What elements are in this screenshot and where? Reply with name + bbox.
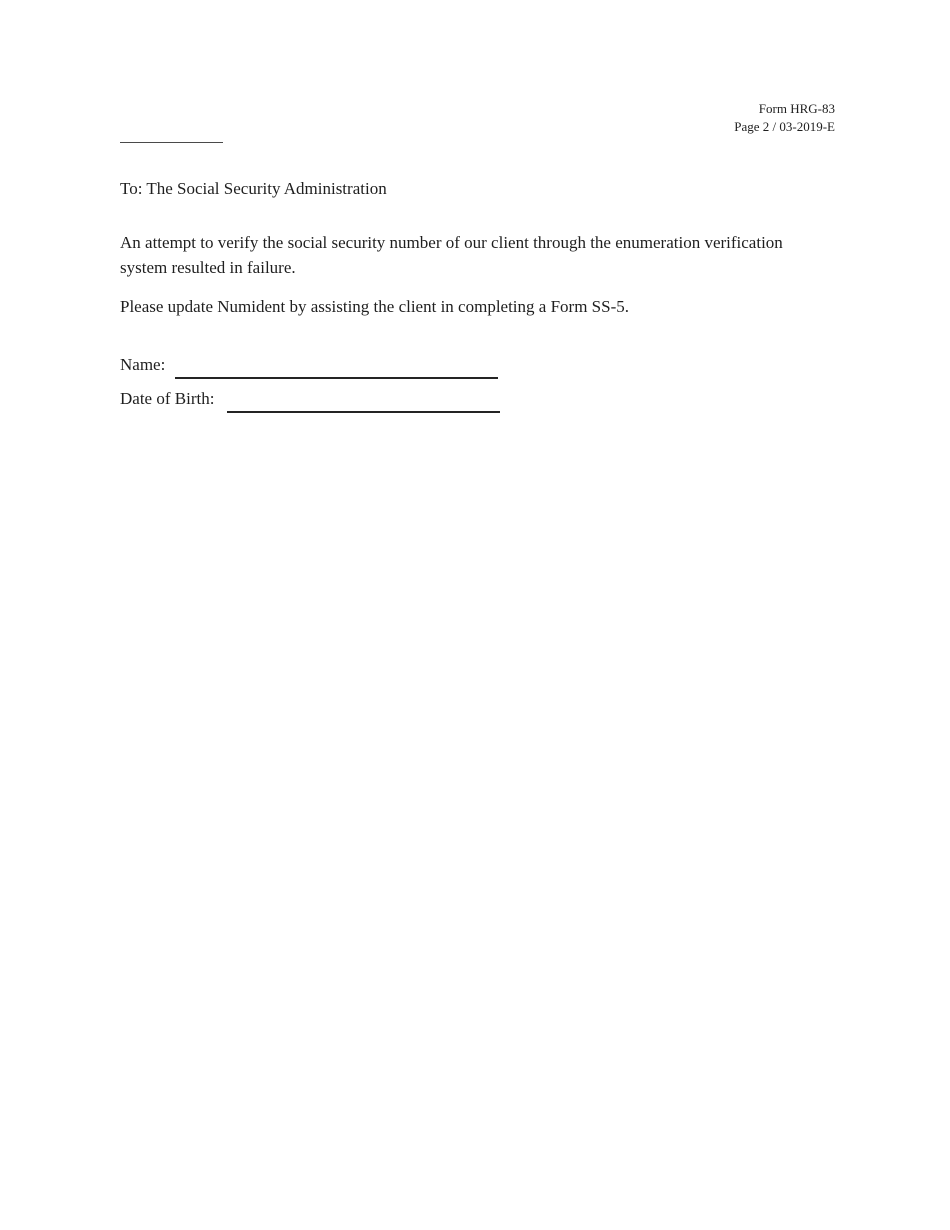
page-number-label: Page 2 / 03-2019-E xyxy=(734,119,835,134)
form-number-label: Form HRG-83 xyxy=(758,101,835,116)
body-paragraph-2: Please update Numident by assisting the client in completing a Form SS-5. xyxy=(120,297,629,316)
date-of-birth-field-label: Date of Birth: xyxy=(120,389,215,408)
name-field-label: Name: xyxy=(120,355,166,374)
date-of-birth-field-blank-line[interactable] xyxy=(227,411,500,413)
form-header xyxy=(734,100,835,136)
salutation-line: To: The Social Security Administration xyxy=(120,179,387,198)
body-paragraph-1: An attempt to verify the social security number of our client through the enumeration verification system resulted in failure. xyxy=(120,233,783,277)
name-field-blank-line[interactable] xyxy=(175,377,498,379)
blank-fill-in-line-top[interactable] xyxy=(120,142,223,143)
